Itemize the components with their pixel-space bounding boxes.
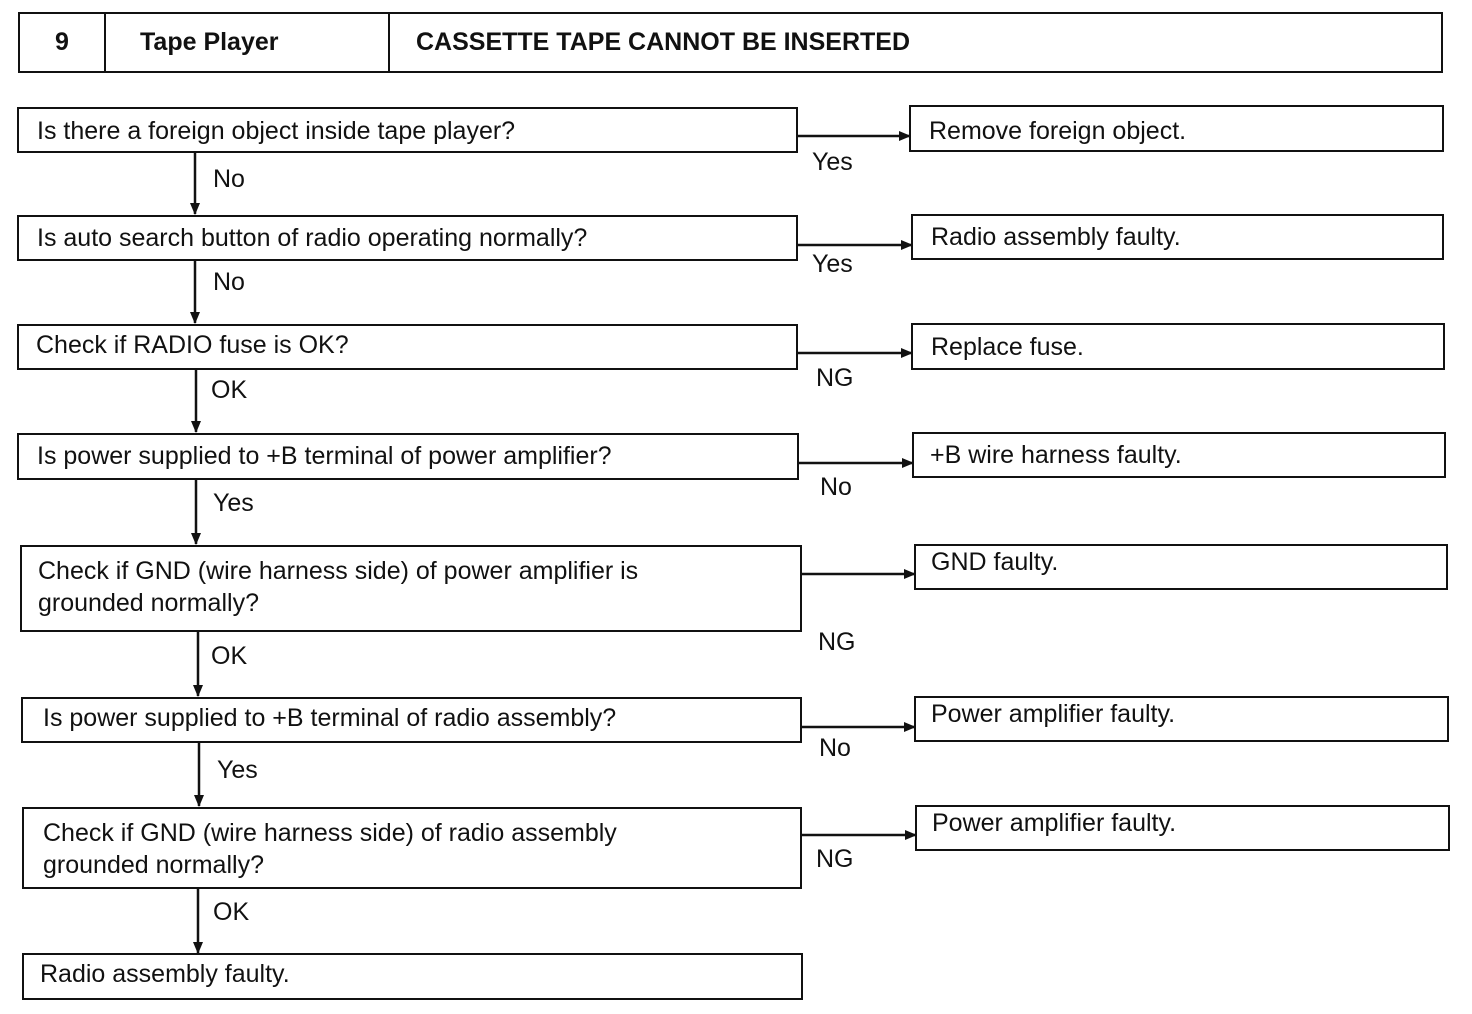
step-1-question <box>17 107 798 153</box>
step-5-text-line-2: grounded normally? <box>38 589 259 617</box>
step-2-result-text: Radio assembly faulty. <box>931 223 1181 251</box>
step-5-text-line-1: Check if GND (wire harness side) of power amplifier is <box>38 557 639 585</box>
step-6-down-label: Yes <box>217 756 258 784</box>
step-3-side-label: NG <box>816 364 854 392</box>
final-result-text: Radio assembly faulty. <box>40 960 290 988</box>
step-3-result-text: Replace fuse. <box>931 333 1084 361</box>
step-2-text: Is auto search button of radio operating normally? <box>37 224 588 252</box>
step-5-side-label: NG <box>818 628 856 656</box>
step-2-result <box>911 214 1444 260</box>
step-1-text: Is there a foreign object inside tape player? <box>37 117 516 145</box>
step-3-result <box>911 323 1445 370</box>
step-6-result-text: Power amplifier faulty. <box>931 700 1176 728</box>
step-7-down-label: OK <box>213 898 250 926</box>
step-3-down-label: OK <box>211 376 248 404</box>
step-6-result <box>914 696 1449 742</box>
step-6-side-label: No <box>819 734 851 762</box>
procedure-number: 9 <box>20 14 106 71</box>
step-5-result <box>914 544 1448 590</box>
step-7-text-line-1: Check if GND (wire harness side) of radio assembly <box>43 819 617 847</box>
step-6-text: Is power supplied to +B terminal of radio assembly? <box>43 704 617 732</box>
step-1-side-label: Yes <box>812 148 853 176</box>
step-4-question <box>17 433 799 480</box>
step-3-text: Check if RADIO fuse is OK? <box>36 331 349 359</box>
step-5-down-label: OK <box>211 642 248 670</box>
step-5-result-text: GND faulty. <box>931 548 1059 576</box>
procedure-title: CASSETTE TAPE CANNOT BE INSERTED <box>416 28 911 56</box>
step-1-result-text: Remove foreign object. <box>929 117 1187 145</box>
step-4-side-label: No <box>820 473 852 501</box>
step-7-text-line-2: grounded normally? <box>43 851 264 879</box>
step-2-side-label: Yes <box>812 250 853 278</box>
step-4-result <box>912 432 1446 478</box>
step-7-result-text: Power amplifier faulty. <box>932 809 1177 837</box>
step-7-side-label: NG <box>816 845 854 873</box>
step-4-down-label: Yes <box>213 489 254 517</box>
section-name: Tape Player <box>106 14 390 71</box>
step-7-question <box>22 807 802 889</box>
step-4-result-text: +B wire harness faulty. <box>930 441 1182 469</box>
step-2-question <box>17 215 798 261</box>
step-1-down-label: No <box>213 165 245 193</box>
step-3-question <box>17 324 798 370</box>
step-7-result <box>915 805 1450 851</box>
step-2-down-label: No <box>213 268 245 296</box>
final-result <box>22 953 803 1000</box>
step-5-question <box>20 545 802 632</box>
step-6-question <box>21 697 802 743</box>
step-1-result <box>909 105 1444 152</box>
step-4-text: Is power supplied to +B terminal of power amplifier? <box>37 442 612 470</box>
